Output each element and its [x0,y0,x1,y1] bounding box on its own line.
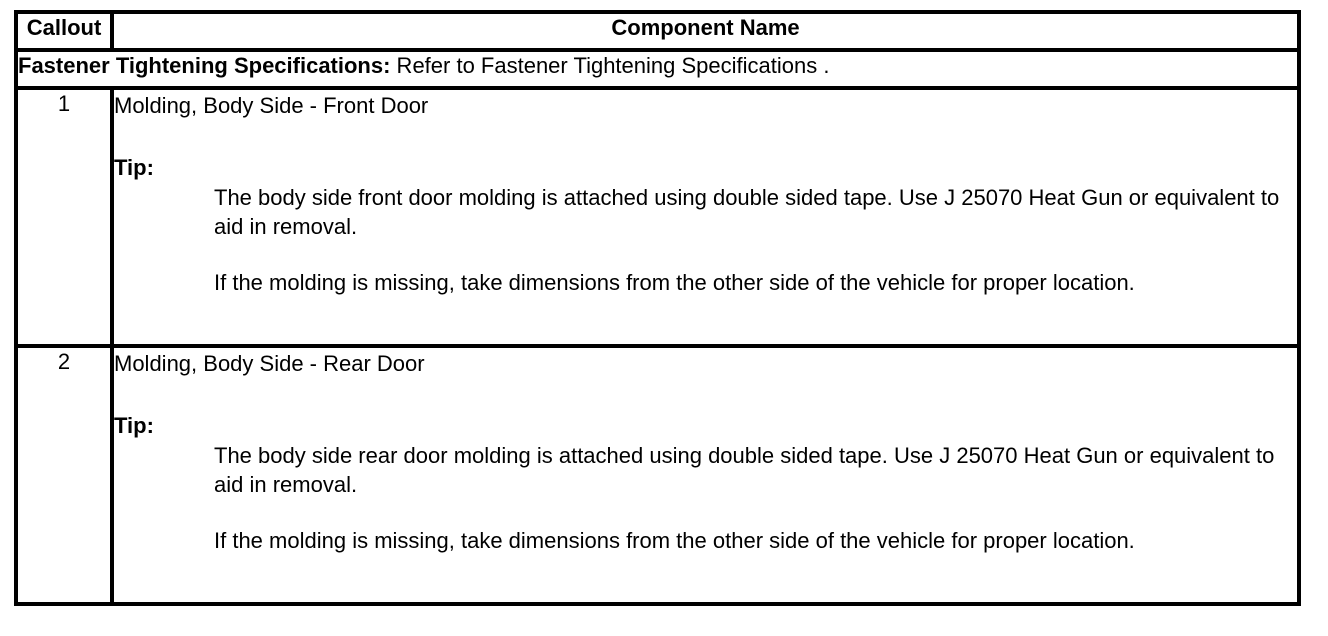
callout-number: 1 [16,88,112,346]
callout-number: 2 [16,346,112,604]
tip-label: Tip: [114,412,154,438]
tip-body [214,442,1297,556]
fastener-spec-cell [16,50,1299,88]
component-cell [112,88,1299,346]
table-row [16,346,1299,604]
callout-header: Callout [16,12,112,50]
fastener-spec-label: Fastener Tightening Specifications: [18,53,391,78]
tip-label: Tip: [114,154,154,180]
tip-paragraph: If the molding is missing, take dimensions from the other side of the vehicle for proper location. [214,270,1135,296]
fastener-spec-row [16,50,1299,88]
tip-body [214,184,1297,298]
tip-paragraph: The body side rear door molding is attached using double sided tape. Use J 25070 Heat Gun or equivalent to aid in removal. [214,443,1275,497]
component-cell [112,346,1299,604]
component-table [14,10,1301,606]
component-name: Molding, Body Side - Rear Door [114,351,425,376]
table-row [16,88,1299,346]
tip-paragraph: The body side front door molding is attached using double sided tape. Use J 25070 Heat Gun or equivalent to aid in removal. [214,185,1280,239]
component-name-header: Component Name [112,12,1299,50]
tip-paragraph: If the molding is missing, take dimensions from the other side of the vehicle for proper location. [214,528,1135,554]
component-name: Molding, Body Side - Front Door [114,93,429,118]
header-row [16,12,1299,50]
fastener-spec-text: Refer to Fastener Tightening Specifications . [390,53,830,78]
